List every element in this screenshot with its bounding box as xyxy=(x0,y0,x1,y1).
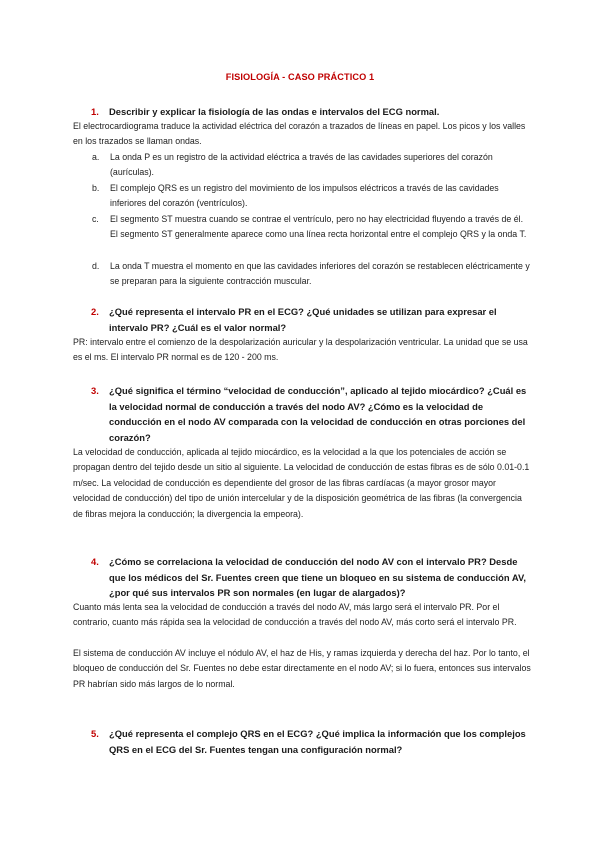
answer-paragraph: La velocidad de conducción, aplicada al tejido miocárdico, es la velocidad a la que los potenciales de acción se propagan dentro del tejido desde un sitio al siguiente. La velocidad de conducción de estas fibras es de sólo 0.01-0.1 m/sec. La velocidad de conducción es dependiente del grosor de las fibras cardíacas (a mayor grosor mayor velocidad de conducción) del tipo de unión intercelular y de la disposición geométrica de las fibras (la convergencia de fibras mejora la conducción; la divergencia la empeora). xyxy=(73,447,530,519)
list-item xyxy=(92,259,532,290)
answer-paragraph: El electrocardiograma traduce la actividad eléctrica del corazón a trazados de líneas en papel. Los picos y los valles en los trazados se llaman ondas. xyxy=(73,121,526,147)
question-number: 2. xyxy=(91,306,99,317)
list-marker: d. xyxy=(92,261,100,271)
question-1 xyxy=(91,104,531,120)
list-text: El complejo QRS es un registro del movimiento de los impulsos eléctricos a través de las cavidades inferiores del corazón (ventrículos). xyxy=(110,183,499,209)
question-text: ¿Qué representa el intervalo PR en el ECG? ¿Qué unidades se utilizan para expresar el intervalo PR? ¿Cuál es el valor normal? xyxy=(109,306,497,333)
document-title: FISIOLOGÍA - CASO PRÁCTICO 1 xyxy=(225,72,375,82)
question-number: 5. xyxy=(91,728,99,739)
question-5 xyxy=(91,726,531,757)
question-2 xyxy=(91,304,531,335)
list-marker: a. xyxy=(92,152,100,162)
answer-paragraph: El sistema de conducción AV incluye el nódulo AV, el haz de His, y ramas izquierda y derecha del haz. Por lo tanto, el bloqueo de conducción del Sr. Fuentes no debe estar directamente en el nodo AV; si lo fuera, entonces sus intervalos PR habrían sido más largos de lo normal. xyxy=(73,648,531,689)
list-item xyxy=(92,150,532,181)
list-text: El segmento ST muestra cuando se contrae el ventrículo, pero no hay electricidad fluyendo a través de él. El segmento ST generalmente aparece como una línea recta horizontal entre el complejo QRS y la onda T. xyxy=(110,214,527,240)
question-text: Describir y explicar la fisiología de las ondas e intervalos del ECG normal. xyxy=(109,106,440,117)
list-item xyxy=(92,181,532,212)
question-number: 3. xyxy=(91,385,99,396)
question-3 xyxy=(91,383,531,445)
list-item xyxy=(92,212,532,243)
question-number: 4. xyxy=(91,556,99,567)
question-4 xyxy=(91,554,531,601)
list-marker: c. xyxy=(92,214,99,224)
question-text: ¿Cómo se correlaciona la velocidad de conducción del nodo AV con el intervalo PR? Desde que los médicos del Sr. Fuentes creen que tiene un bloqueo en su sistema de conducción AV, ¿por qué sus intervalos PR son normales (en lugar de alargados)? xyxy=(109,556,526,599)
list-text: La onda T muestra el momento en que las cavidades inferiores del corazón se restablecen eléctricamente y se preparan para la siguiente contracción muscular. xyxy=(110,261,530,287)
question-text: ¿Qué representa el complejo QRS en el ECG? ¿Qué implica la información que los complejos QRS en el ECG del Sr. Fuentes tengan una configuración normal? xyxy=(109,728,526,755)
question-text: ¿Qué significa el término “velocidad de conducción”, aplicado al tejido miocárdico? ¿Cuál es la velocidad normal de conducción a través del nodo AV? ¿Cómo es la velocidad de conducción en el nodo AV comparada con la velocidad de conducción en otras porciones del corazón? xyxy=(109,385,527,443)
answer-paragraph: Cuanto más lenta sea la velocidad de conducción a través del nodo AV, más largo será el intervalo PR. Por el contrario, cuanto más rápida sea la velocidad de conducción a través del nodo AV, más corto será el intervalo PR. xyxy=(73,602,517,628)
list-text: La onda P es un registro de la actividad eléctrica a través de las cavidades superiores del corazón (aurículas). xyxy=(110,152,493,178)
question-number: 1. xyxy=(91,106,99,117)
list-marker: b. xyxy=(92,183,100,193)
answer-paragraph: PR: intervalo entre el comienzo de la despolarización auricular y la despolarización ventricular. La unidad que se usa es el ms. El intervalo PR normal es de 120 - 200 ms. xyxy=(73,337,528,363)
